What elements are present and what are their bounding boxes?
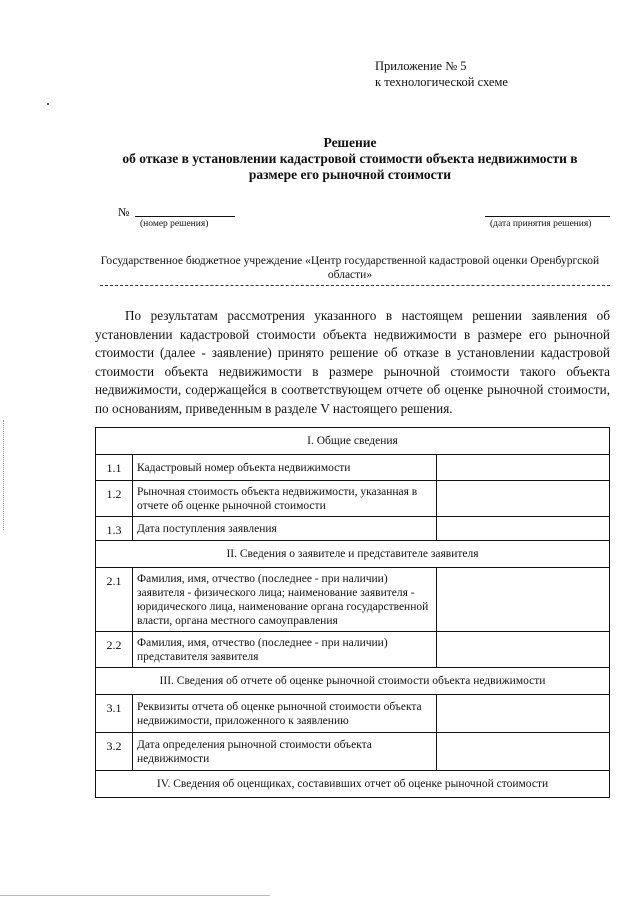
row-value-cell[interactable] xyxy=(437,481,610,517)
decision-number-caption: (номер решения) xyxy=(140,219,209,229)
title-line-3: размере его рыночной стоимости xyxy=(248,167,452,182)
appendix-line-2: к технологической схеме xyxy=(375,75,508,89)
decision-date-field xyxy=(485,216,610,217)
appendix-line-1: Приложение № 5 xyxy=(375,59,467,73)
row-label: Реквизиты отчета об оценке рыночной стоимости объекта недвижимости, приложенного к заявлению xyxy=(133,695,437,733)
decision-number-field xyxy=(135,216,235,217)
title-line-2: об отказе в установлении кадастровой стоимости объекта недвижимости в xyxy=(122,151,578,166)
row-label: Кадастровый номер объекта недвижимости xyxy=(133,455,437,481)
row-number: 1.1 xyxy=(96,455,133,481)
table-section-header xyxy=(96,771,610,798)
row-number: 2.2 xyxy=(96,632,133,668)
institution-line-2: области» xyxy=(327,269,373,281)
table-row xyxy=(96,568,610,632)
row-label: Рыночная стоимость объекта недвижимости, указанная в отчете об оценке рыночной стоимости xyxy=(133,481,437,517)
title-line-1: Решение xyxy=(323,135,377,150)
section-2-heading: II. Сведения о заявителе и представителе заявителя xyxy=(96,541,610,568)
table-section-header xyxy=(96,541,610,568)
footer-rule xyxy=(0,895,270,896)
section-4-heading: IV. Сведения об оценщиках, составивших отчет об оценке рыночной стоимости xyxy=(96,771,610,798)
appendix-note xyxy=(375,58,508,90)
row-value-cell[interactable] xyxy=(437,632,610,668)
row-value-cell[interactable] xyxy=(437,568,610,632)
decision-date-caption: (дата принятия решения) xyxy=(490,219,592,229)
row-value-cell[interactable] xyxy=(437,517,610,541)
row-number: 3.2 xyxy=(96,733,133,771)
row-number: 1.3 xyxy=(96,517,133,541)
institution-underline xyxy=(100,285,610,286)
row-number: 2.1 xyxy=(96,568,133,632)
section-3-heading: III. Сведения об отчете об оценке рыночной стоимости объекта недвижимости xyxy=(96,668,610,695)
table-row xyxy=(96,733,610,771)
document-title xyxy=(60,135,640,183)
margin-dots xyxy=(3,420,5,530)
decision-table xyxy=(95,427,610,798)
decision-body-text: По результатам рассмотрения указанного в настоящем решении заявления об установлении кадастровой стоимости объекта недвижимости в размере его рыночной стоимости (далее - заявление) принято решение об отказе в установлении кадастровой стоимости объекта недвижимости в размере рыночной стоимости такого объекта недвижимости, содержащейся в соответствующем отчете об оценке рыночной стоимости, по основаниям, приведенным в разделе V настоящего решения. xyxy=(95,308,610,416)
decision-number-sign: № xyxy=(118,205,130,219)
table-row xyxy=(96,632,610,668)
row-label: Дата определения рыночной стоимости объекта недвижимости xyxy=(133,733,437,771)
section-1-heading: I. Общие сведения xyxy=(96,428,610,455)
institution-name xyxy=(100,254,600,282)
table-row xyxy=(96,455,610,481)
row-label: Дата поступления заявления xyxy=(133,517,437,541)
margin-mark xyxy=(47,103,49,105)
row-value-cell[interactable] xyxy=(437,455,610,481)
row-value-cell[interactable] xyxy=(437,733,610,771)
table-row xyxy=(96,695,610,733)
row-label: Фамилия, имя, отчество (последнее - при наличии) заявителя - физического лица; наименование заявителя - юридического лица, наименование органа государственной власти, органа местного самоуправления xyxy=(133,568,437,632)
row-number: 3.1 xyxy=(96,695,133,733)
institution-line-1: Государственное бюджетное учреждение «Центр государственной кадастровой оценки Оренбургской xyxy=(100,255,600,267)
table-row xyxy=(96,481,610,517)
row-value-cell[interactable] xyxy=(437,695,610,733)
table-section-header xyxy=(96,668,610,695)
table-section-header xyxy=(96,428,610,455)
table-row xyxy=(96,517,610,541)
row-label: Фамилия, имя, отчество (последнее - при наличии) представителя заявителя xyxy=(133,632,437,668)
row-number: 1.2 xyxy=(96,481,133,517)
